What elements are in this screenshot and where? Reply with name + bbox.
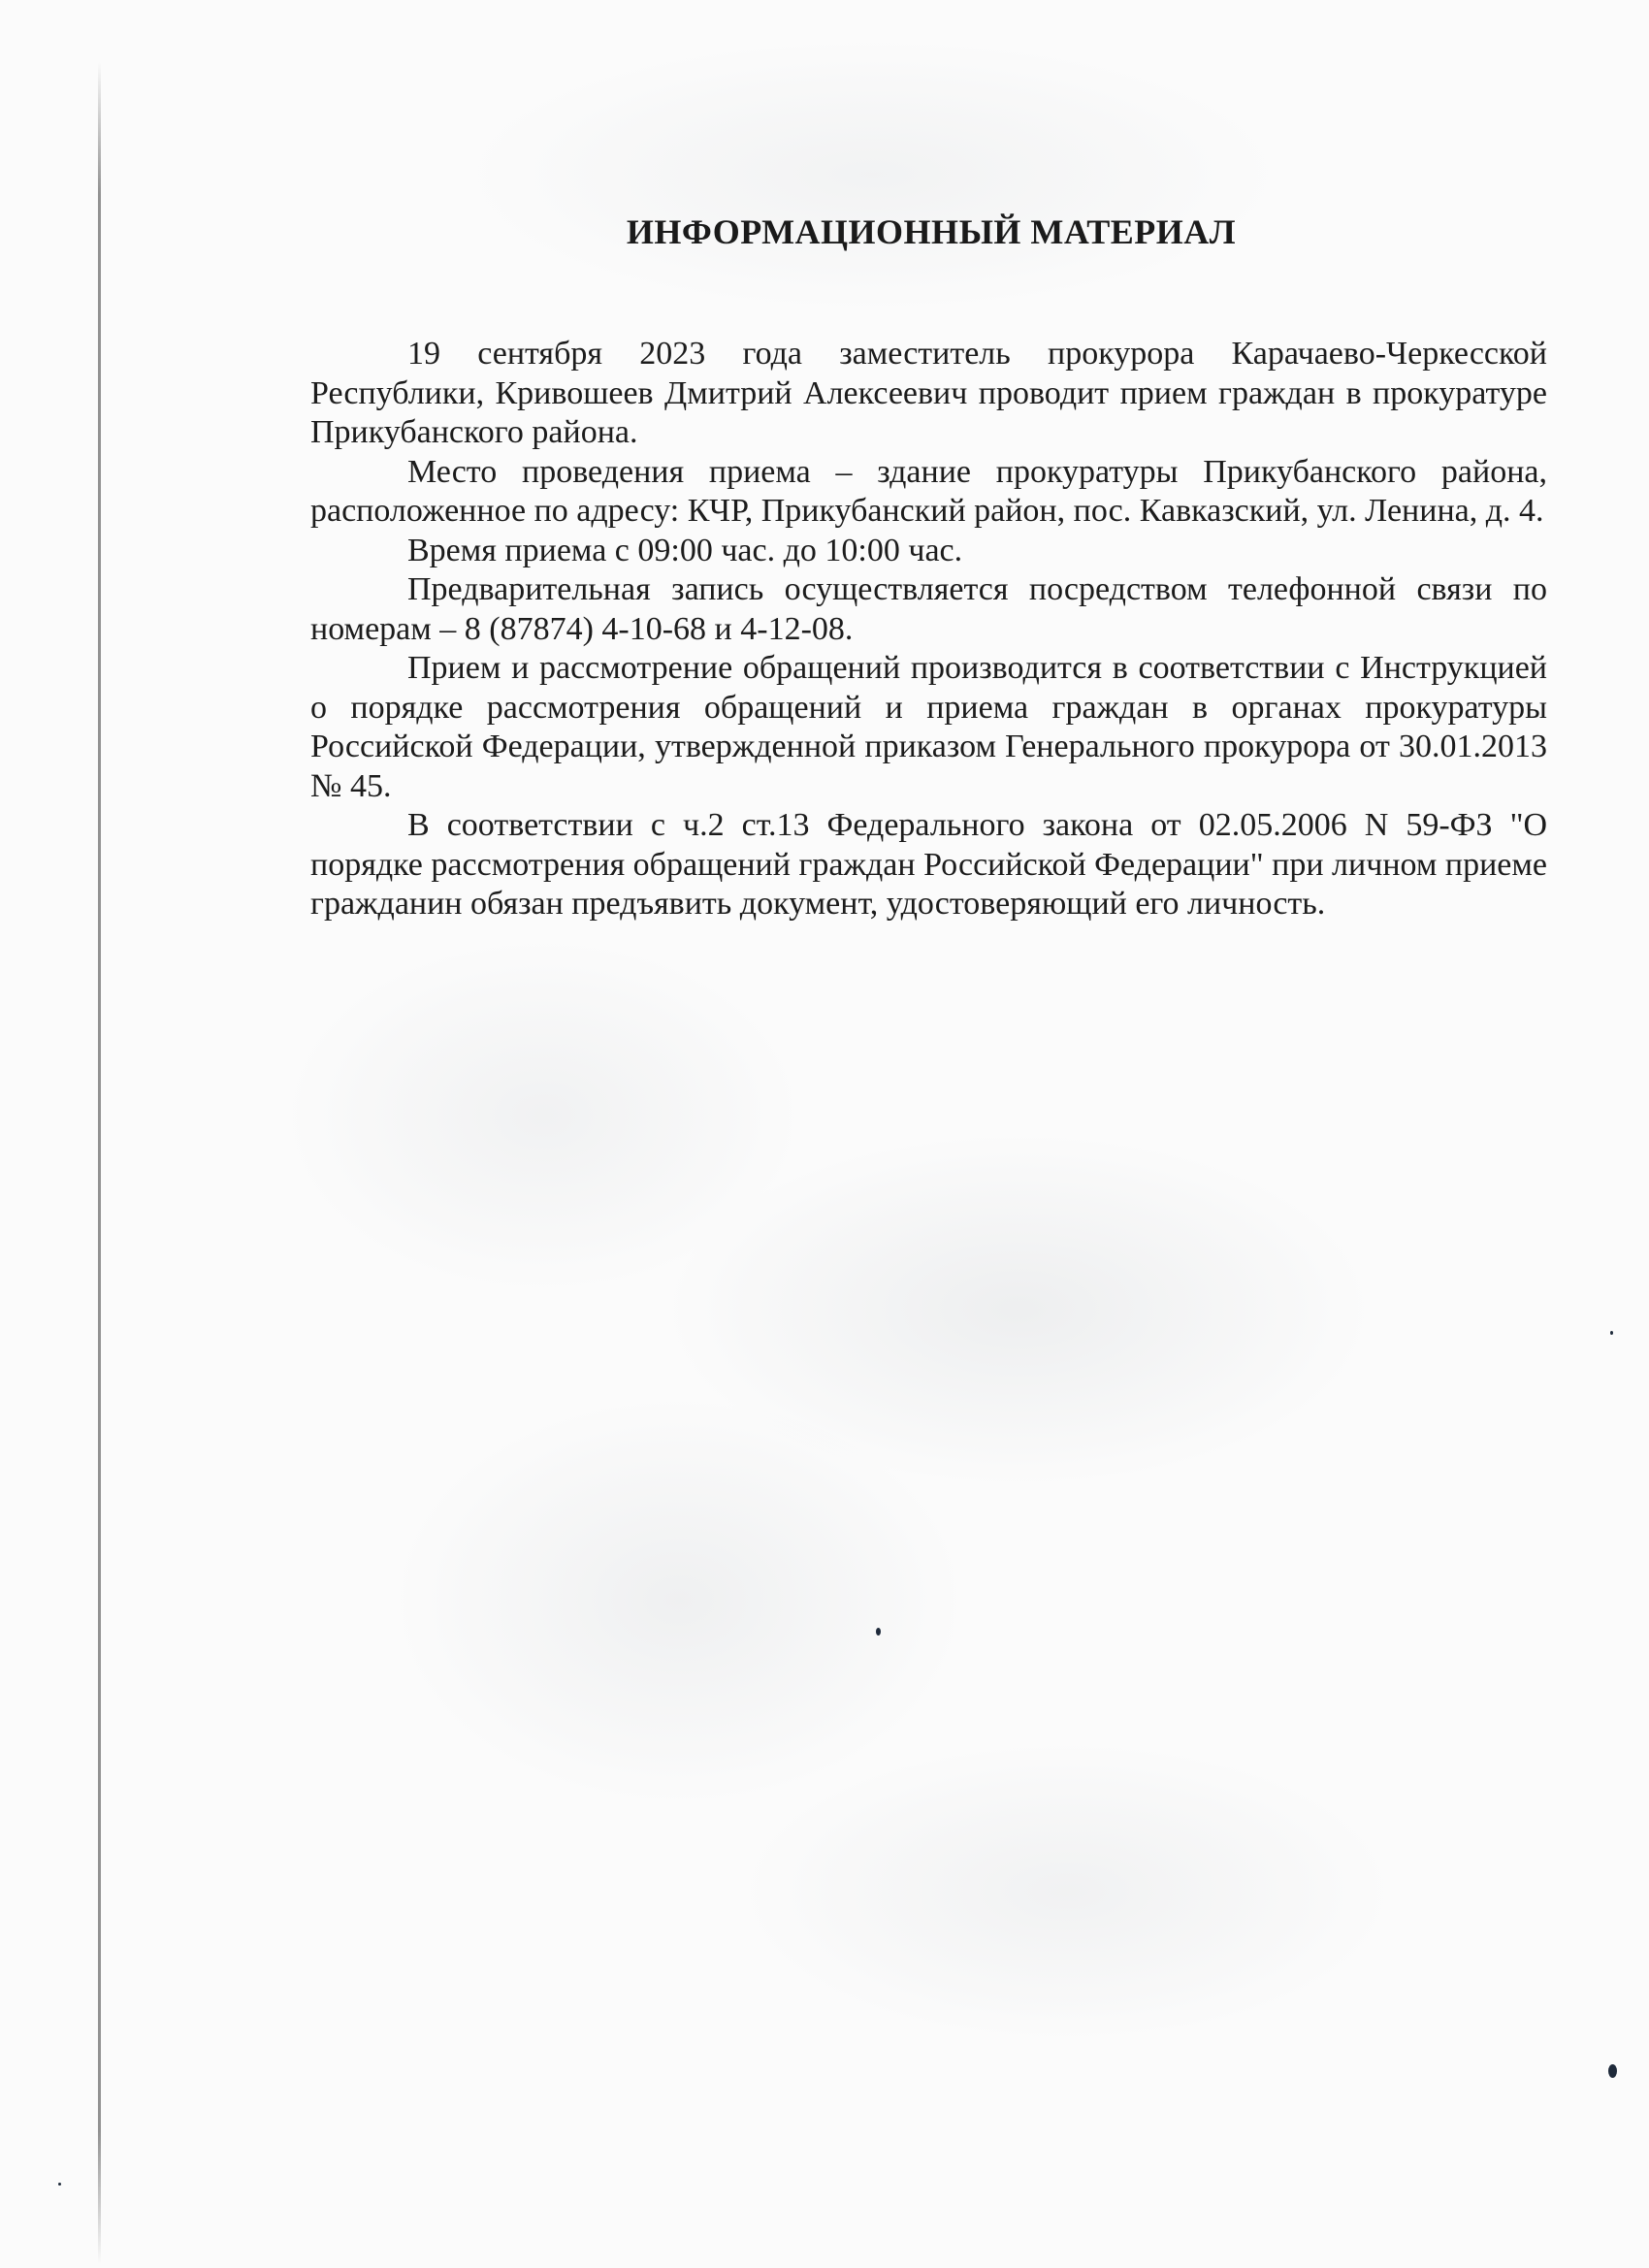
paragraph-reception-time: Время приема с 09:00 час. до 10:00 час.: [407, 532, 963, 568]
scan-edge-line: [98, 62, 101, 2264]
document-title: ИНФОРМАЦИОННЫЙ МАТЕРИАЛ: [626, 212, 1237, 251]
paragraph-instruction-reference: Прием и рассмотрение обращений производится в соответствии с Инструкцией о порядке рассмотрения обращений и приема граждан в органах прокуратуры Российской Федерации, утвержденной приказом Генерального прокурора от 30.01.2013 № 45.: [310, 650, 1547, 804]
paragraph-reception-announcement: 19 сентября 2023 года заместитель прокурора Карачаево-Черкесской Республики, Кривошеев Дмитрий Алексеевич проводит прием граждан в прокуратуре Прикубанского района.: [310, 336, 1547, 450]
scan-speck: [1608, 2064, 1617, 2078]
paragraph-law-reference: В соответствии с ч.2 ст.13 Федерального закона от 02.05.2006 N 59-ФЗ "О порядке рассмотрения обращений граждан Российской Федерации" при личном приеме гражданин обязан предъявить документ, удостоверяющий его личность.: [310, 807, 1547, 922]
scan-speck: [1610, 1331, 1613, 1335]
paragraph-reception-location: Место проведения приема – здание прокуратуры Прикубанского района, расположенное по адресу: КЧР, Прикубанский район, пос. Кавказский, ул. Ленина, д. 4.: [310, 453, 1547, 529]
paragraph-appointment-phones: Предварительная запись осуществляется посредством телефонной связи по номерам – 8 (87874) 4-10-68 и 4-12-08.: [310, 571, 1547, 647]
scan-speck: [58, 2183, 61, 2186]
document-body: [310, 335, 1547, 924]
scan-speck: [876, 1628, 881, 1636]
